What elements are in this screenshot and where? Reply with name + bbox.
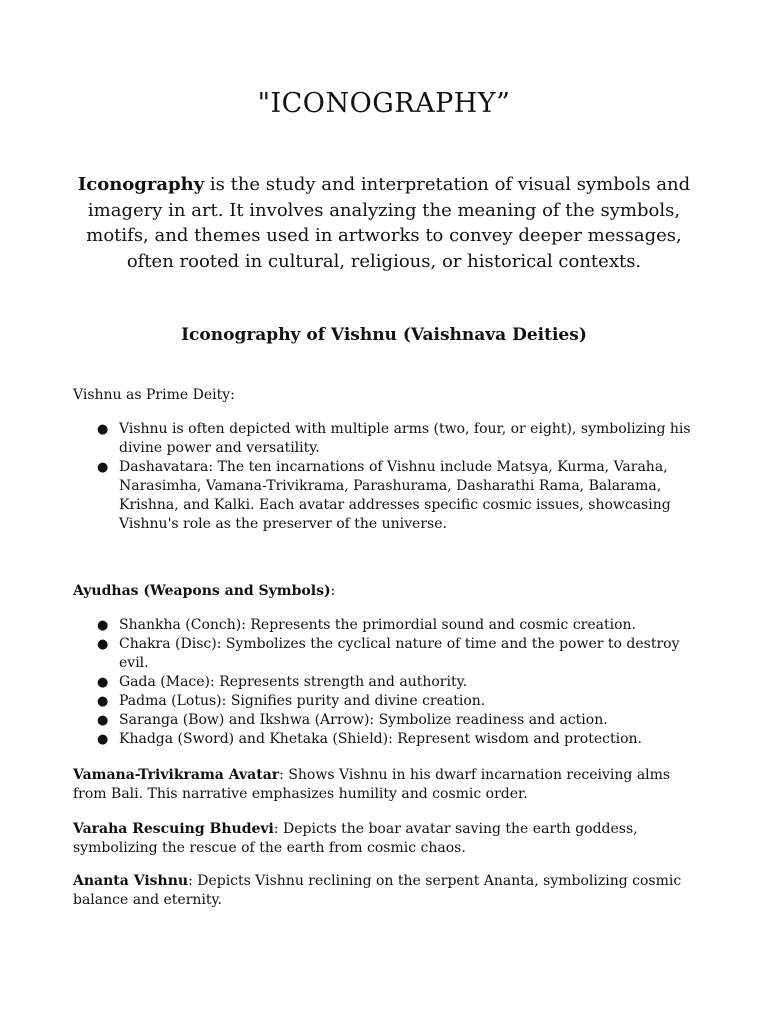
bullet-icon: ● bbox=[97, 675, 109, 690]
ananta-paragraph bbox=[73, 872, 693, 910]
document-title: "ICONOGRAPHY” bbox=[257, 88, 511, 119]
list-item bbox=[73, 458, 693, 534]
bullet-icon: ● bbox=[97, 637, 109, 652]
intro-paragraph bbox=[66, 172, 702, 274]
bullet-icon: ● bbox=[97, 694, 109, 709]
list-item-text: Khadga (Sword) and Khetaka (Shield): Represent wisdom and protection. bbox=[119, 731, 642, 747]
list-item bbox=[73, 692, 693, 711]
paragraph-term: Varaha Rescuing Bhudevi bbox=[73, 821, 274, 837]
paragraph-text: : Depicts the boar avatar saving the earth goddess, symbolizing the rescue of the earth from cosmic chaos. bbox=[73, 821, 638, 856]
vamana-paragraph bbox=[73, 766, 693, 804]
paragraph-term: Ananta Vishnu bbox=[73, 873, 189, 889]
bullet-icon: ● bbox=[97, 618, 109, 633]
list-item-text: Chakra (Disc): Symbolizes the cyclical nature of time and the power to destroy evil. bbox=[119, 636, 680, 671]
list-item bbox=[73, 673, 693, 692]
list-item bbox=[73, 730, 693, 749]
bullet-icon: ● bbox=[97, 460, 109, 475]
ayudhas-list bbox=[73, 616, 693, 749]
list-item-text: Gada (Mace): Represents strength and authority. bbox=[119, 674, 468, 690]
ayudhas-label: Ayudhas (Weapons and Symbols) bbox=[73, 583, 331, 599]
list-item bbox=[73, 635, 693, 673]
ayudhas-suffix: : bbox=[330, 583, 336, 599]
list-item bbox=[73, 420, 693, 458]
intro-text: is the study and interpretation of visual symbols and imagery in art. It involves analyzing the meaning of the symbols, motifs, and themes used in artworks to convey deeper messages, often rooted in cultural, religious, or historical contexts. bbox=[86, 174, 691, 272]
paragraph-text: : Shows Vishnu in his dwarf incarnation receiving alms from Bali. This narrative emphasizes humility and cosmic order. bbox=[73, 767, 671, 802]
list-item-text: Vishnu is often depicted with multiple arms (two, four, or eight), symbolizing his divine power and versatility. bbox=[119, 421, 691, 456]
prime-deity-label: Vishnu as Prime Deity: bbox=[73, 387, 235, 403]
bullet-icon: ● bbox=[97, 732, 109, 747]
intro-term: Iconography bbox=[77, 174, 205, 195]
list-item-text: Shankha (Conch): Represents the primordial sound and cosmic creation. bbox=[119, 617, 637, 633]
list-item bbox=[73, 616, 693, 635]
paragraph-text: : Depicts Vishnu reclining on the serpent Ananta, symbolizing cosmic balance and eternity. bbox=[73, 873, 682, 908]
section-heading: Iconography of Vishnu (Vaishnava Deities) bbox=[181, 325, 587, 345]
bullet-icon: ● bbox=[97, 713, 109, 728]
paragraph-term: Vamana-Trivikrama Avatar bbox=[73, 767, 280, 783]
bullet-icon: ● bbox=[97, 422, 109, 437]
prime-deity-list bbox=[73, 420, 693, 534]
list-item-text: Dashavatara: The ten incarnations of Vishnu include Matsya, Kurma, Varaha, Narasimha, Vamana-Trivikrama, Parashurama, Dasharathi Rama, Balarama, Krishna, and Kalki. Each avatar addresses specific cosmic issues, showcasing Vishnu's role as the preserver of the universe. bbox=[119, 459, 671, 532]
list-item-text: Saranga (Bow) and Ikshwa (Arrow): Symbolize readiness and action. bbox=[119, 712, 608, 728]
list-item bbox=[73, 711, 693, 730]
list-item-text: Padma (Lotus): Signifies purity and divine creation. bbox=[119, 693, 486, 709]
ayudhas-heading bbox=[73, 582, 693, 601]
varaha-paragraph bbox=[73, 820, 693, 858]
